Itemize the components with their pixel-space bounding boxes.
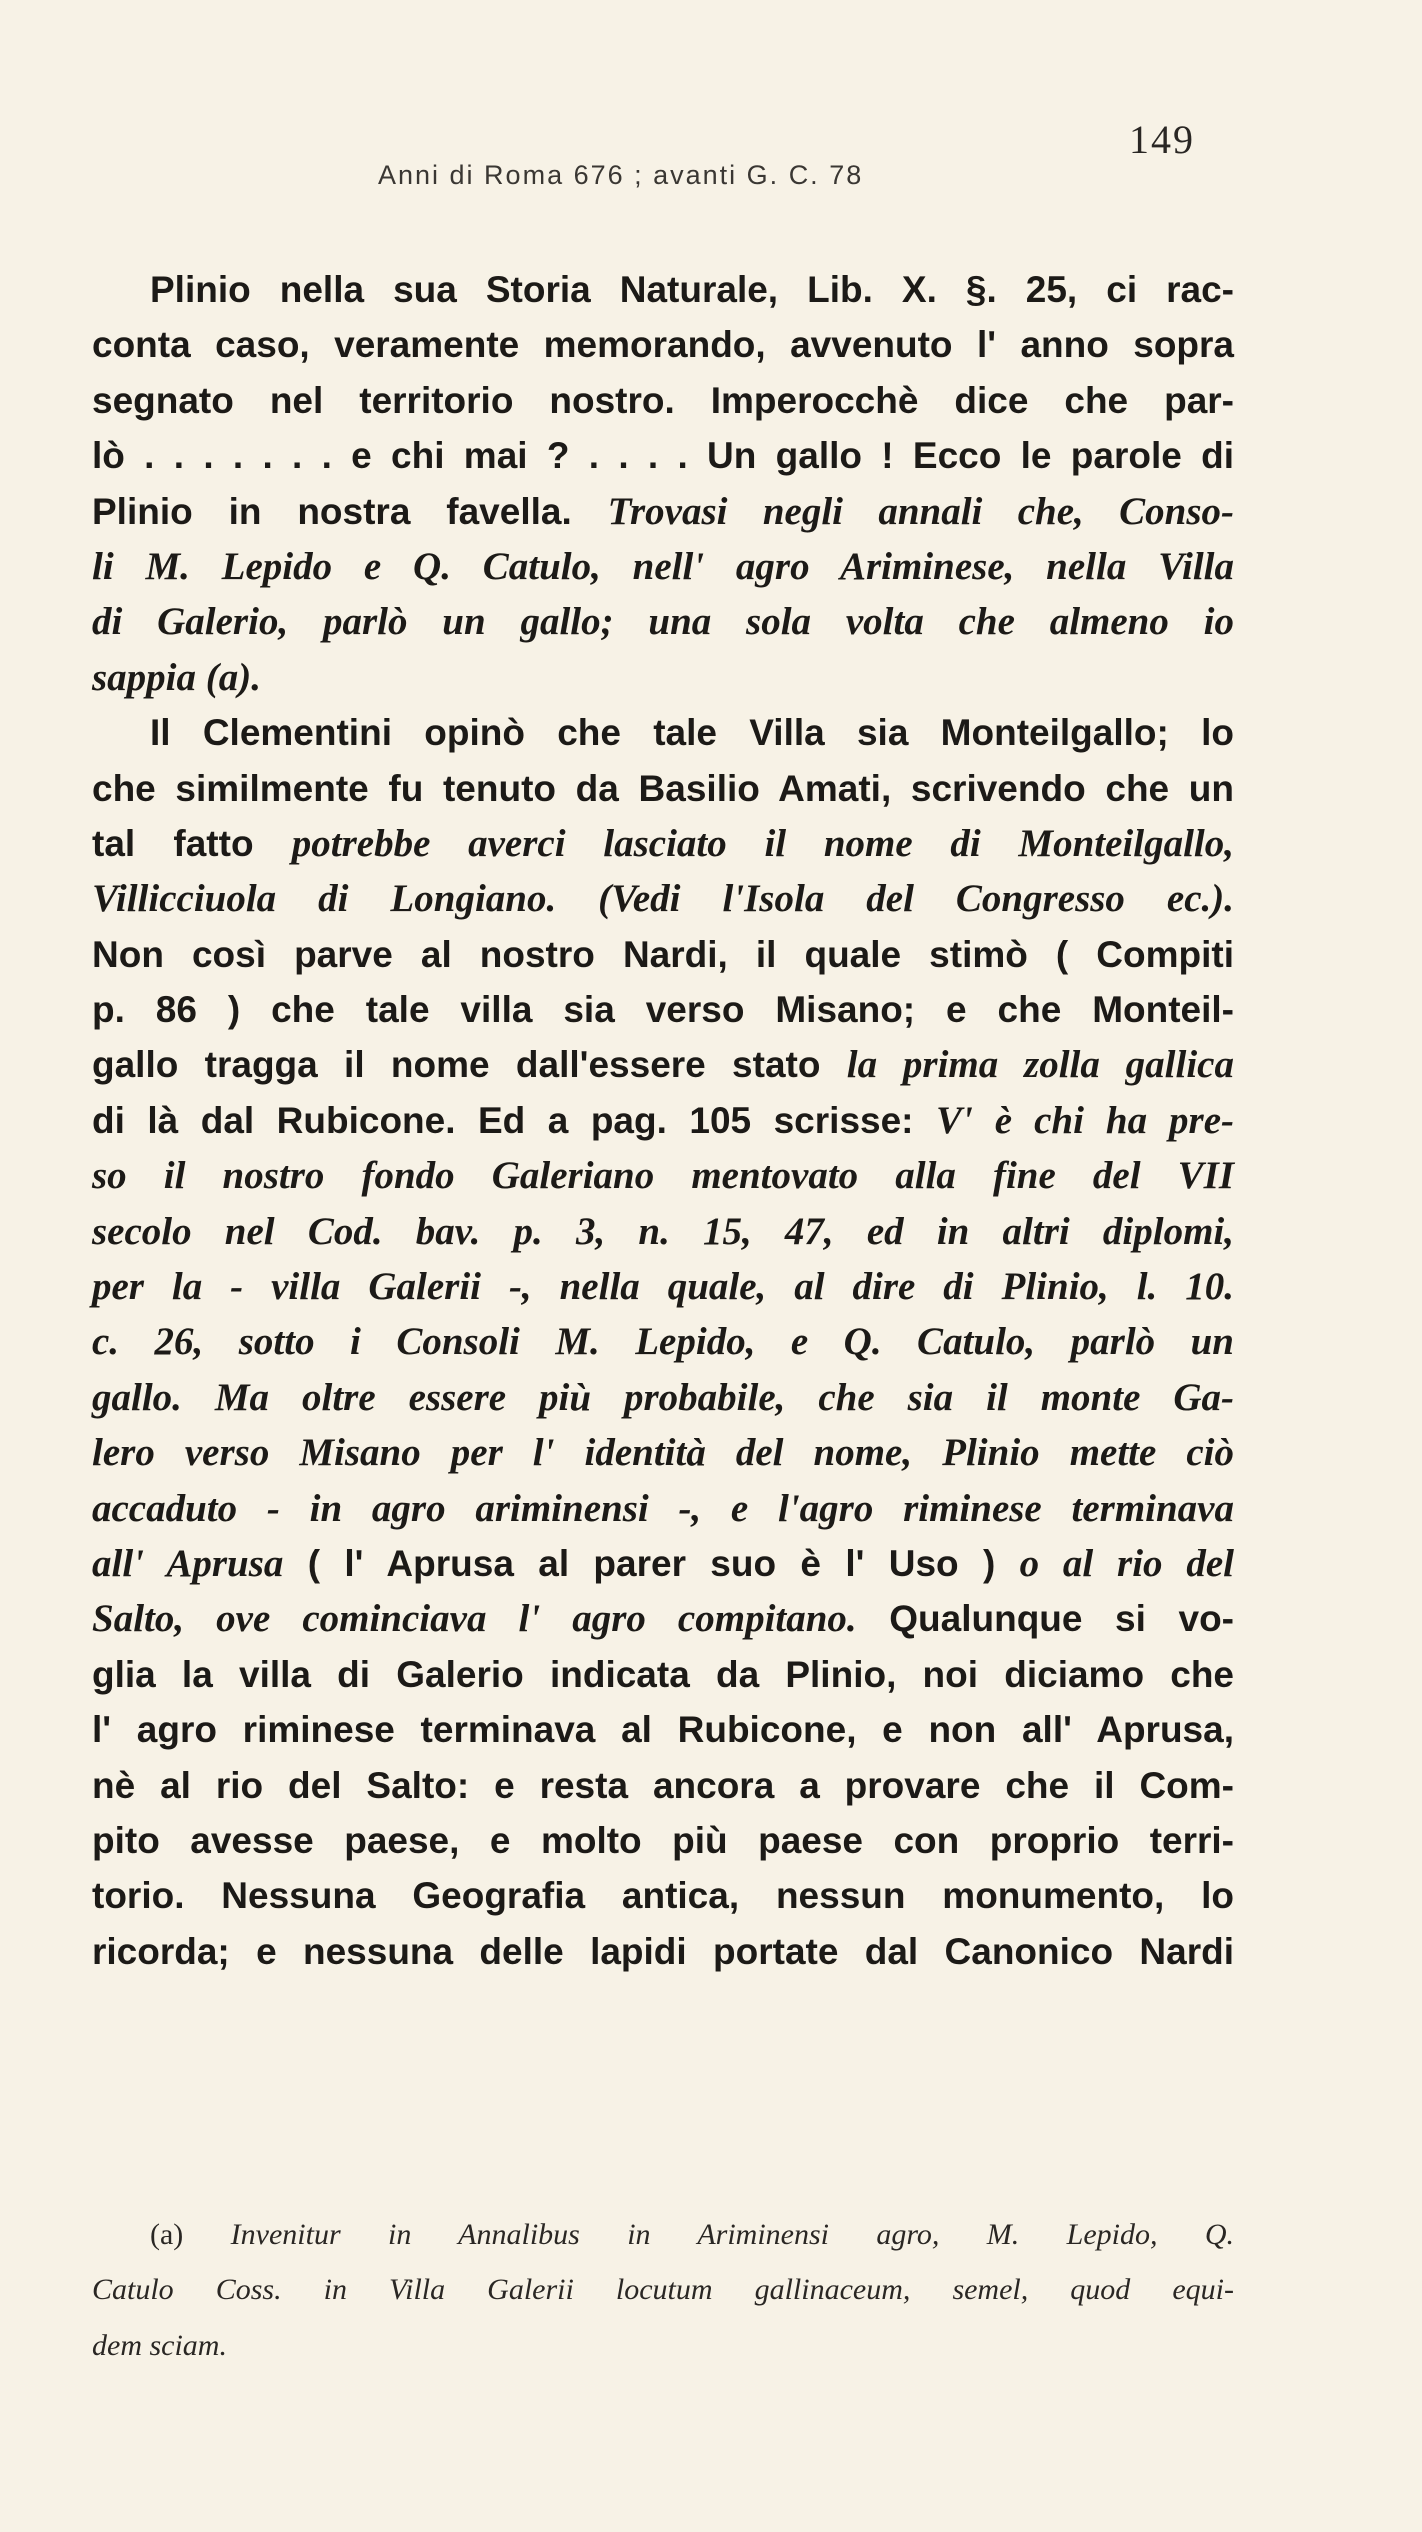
page-number: 149	[1129, 117, 1195, 162]
footnote-line	[92, 2265, 1234, 2320]
body-line	[92, 1924, 1234, 1979]
italic-text: o al rio del	[1019, 1541, 1234, 1585]
text-run: (a)	[150, 2218, 231, 2251]
body-line	[92, 1868, 1234, 1923]
body-line	[92, 982, 1234, 1037]
italic-text: potrebbe averci lasciato il nome di Monteilgallo,	[291, 821, 1234, 865]
running-header: Anni di Roma 676 ; avanti G. C. 78	[378, 160, 864, 190]
body-line	[92, 1093, 1234, 1148]
italic-text: Catulo Coss. in Villa Galerii locutum gallinaceum, semel, quod equi-	[92, 2273, 1234, 2307]
text-run: tal fatto	[92, 822, 292, 864]
body-line	[92, 1037, 1234, 1092]
italic-text: secolo nel Cod. bav. p. 3, n. 15, 47, ed in altri diplomi,	[92, 1209, 1234, 1253]
body-line	[92, 1702, 1234, 1757]
text-run: Il Clementini opinò che tale Villa sia Monteilgallo; lo	[150, 712, 1234, 754]
body-line	[92, 761, 1234, 816]
body-line	[92, 1591, 1234, 1646]
body-line	[92, 594, 1234, 649]
body-line	[92, 1314, 1234, 1369]
body-line	[92, 1481, 1234, 1536]
italic-text: lero verso Misano per l' identità del nome, Plinio mette ciò	[92, 1431, 1234, 1475]
text-run: Non così parve al nostro Nardi, il quale stimò ( Compiti	[92, 933, 1234, 975]
body-line	[92, 1370, 1234, 1425]
italic-text: Trovasi negli annali che, Conso-	[607, 489, 1234, 533]
body-line	[92, 317, 1234, 372]
text-run: lò . . . . . . . e chi mai ? . . . . Un gallo ! Ecco le parole di	[92, 435, 1234, 477]
italic-text: so il nostro fondo Galeriano mentovato alla fine del VII	[92, 1154, 1234, 1198]
body-line	[92, 650, 1234, 705]
text-run: Qualunque si vo-	[856, 1598, 1234, 1640]
italic-text: accaduto - in agro ariminensi -, e l'agro riminese terminava	[92, 1486, 1234, 1530]
body-line	[92, 1813, 1234, 1868]
text-run: ricorda; e nessuna delle lapidi portate dal Canonico Nardi	[92, 1930, 1234, 1972]
body-line	[92, 1425, 1234, 1480]
italic-text: V' è chi ha pre-	[936, 1098, 1234, 1142]
body-line	[92, 871, 1234, 926]
main-text	[92, 262, 1234, 1979]
text-run: glia la villa di Galerio indicata da Plinio, noi diciamo che	[92, 1653, 1234, 1695]
body-line	[92, 373, 1234, 428]
body-line	[92, 816, 1234, 871]
text-run: di là dal Rubicone. Ed a pag. 105 scrisse:	[92, 1099, 936, 1141]
text-run: conta caso, veramente memorando, avvenuto l' anno sopra	[92, 324, 1234, 366]
italic-text: sappia (a).	[92, 655, 261, 699]
italic-text: Villicciuola di Longiano. (Vedi l'Isola del Congresso ec.).	[92, 877, 1234, 921]
italic-text: c. 26, sotto i Consoli M. Lepido, e Q. Catulo, parlò un	[92, 1320, 1234, 1364]
text-run: pito avesse paese, e molto più paese con proprio terri-	[92, 1819, 1234, 1861]
text-run: l' agro riminese terminava al Rubicone, e non all' Aprusa,	[92, 1709, 1234, 1751]
text-run: ( l' Aprusa al parer suo è l' Uso )	[283, 1542, 1020, 1584]
italic-text: di Galerio, parlò un gallo; una sola volta che almeno io	[92, 600, 1234, 644]
text-run: che similmente fu tenuto da Basilio Amati, scrivendo che un	[92, 767, 1234, 809]
text-run: segnato nel territorio nostro. Imperocchè dice che par-	[92, 379, 1234, 421]
body-line	[92, 1148, 1234, 1203]
body-line	[92, 1204, 1234, 1259]
footnote	[92, 2210, 1234, 2376]
body-line	[92, 705, 1234, 760]
italic-text: per la - villa Galerii -, nella quale, al dire di Plinio, l. 10.	[92, 1265, 1234, 1309]
body-line	[92, 539, 1234, 594]
footnote-line	[92, 2321, 1234, 2376]
body-line	[92, 1758, 1234, 1813]
footnote-line	[92, 2210, 1234, 2265]
italic-text: Invenitur in Annalibus in Ariminensi agro, M. Lepido, Q.	[230, 2218, 1235, 2251]
text-run: nè al rio del Salto: e resta ancora a provare che il Com-	[92, 1764, 1234, 1806]
text-run: torio. Nessuna Geografia antica, nessun monumento, lo	[92, 1875, 1234, 1917]
body-line	[92, 1647, 1234, 1702]
body-line	[92, 428, 1234, 483]
italic-text: li M. Lepido e Q. Catulo, nell' agro Ariminese, nella Villa	[92, 544, 1234, 588]
body-line	[92, 1536, 1234, 1591]
text-run: gallo tragga il nome dall'essere stato	[92, 1044, 847, 1086]
text-run: p. 86 ) che tale villa sia verso Misano; e che Monteil-	[92, 989, 1234, 1031]
body-line	[92, 927, 1234, 982]
text-run: Plinio in nostra favella.	[92, 490, 608, 532]
italic-text: la prima zolla gallica	[846, 1043, 1234, 1087]
italic-text: gallo. Ma oltre essere più probabile, che sia il monte Ga-	[92, 1375, 1234, 1419]
italic-text: all' Aprusa	[92, 1541, 284, 1585]
body-line	[92, 262, 1234, 317]
italic-text: Salto, ove cominciava l' agro compitano.	[92, 1597, 857, 1641]
body-line	[92, 484, 1234, 539]
italic-text: dem sciam.	[92, 2328, 227, 2362]
body-line	[92, 1259, 1234, 1314]
text-run: Plinio nella sua Storia Naturale, Lib. X. §. 25, ci rac-	[150, 269, 1234, 310]
